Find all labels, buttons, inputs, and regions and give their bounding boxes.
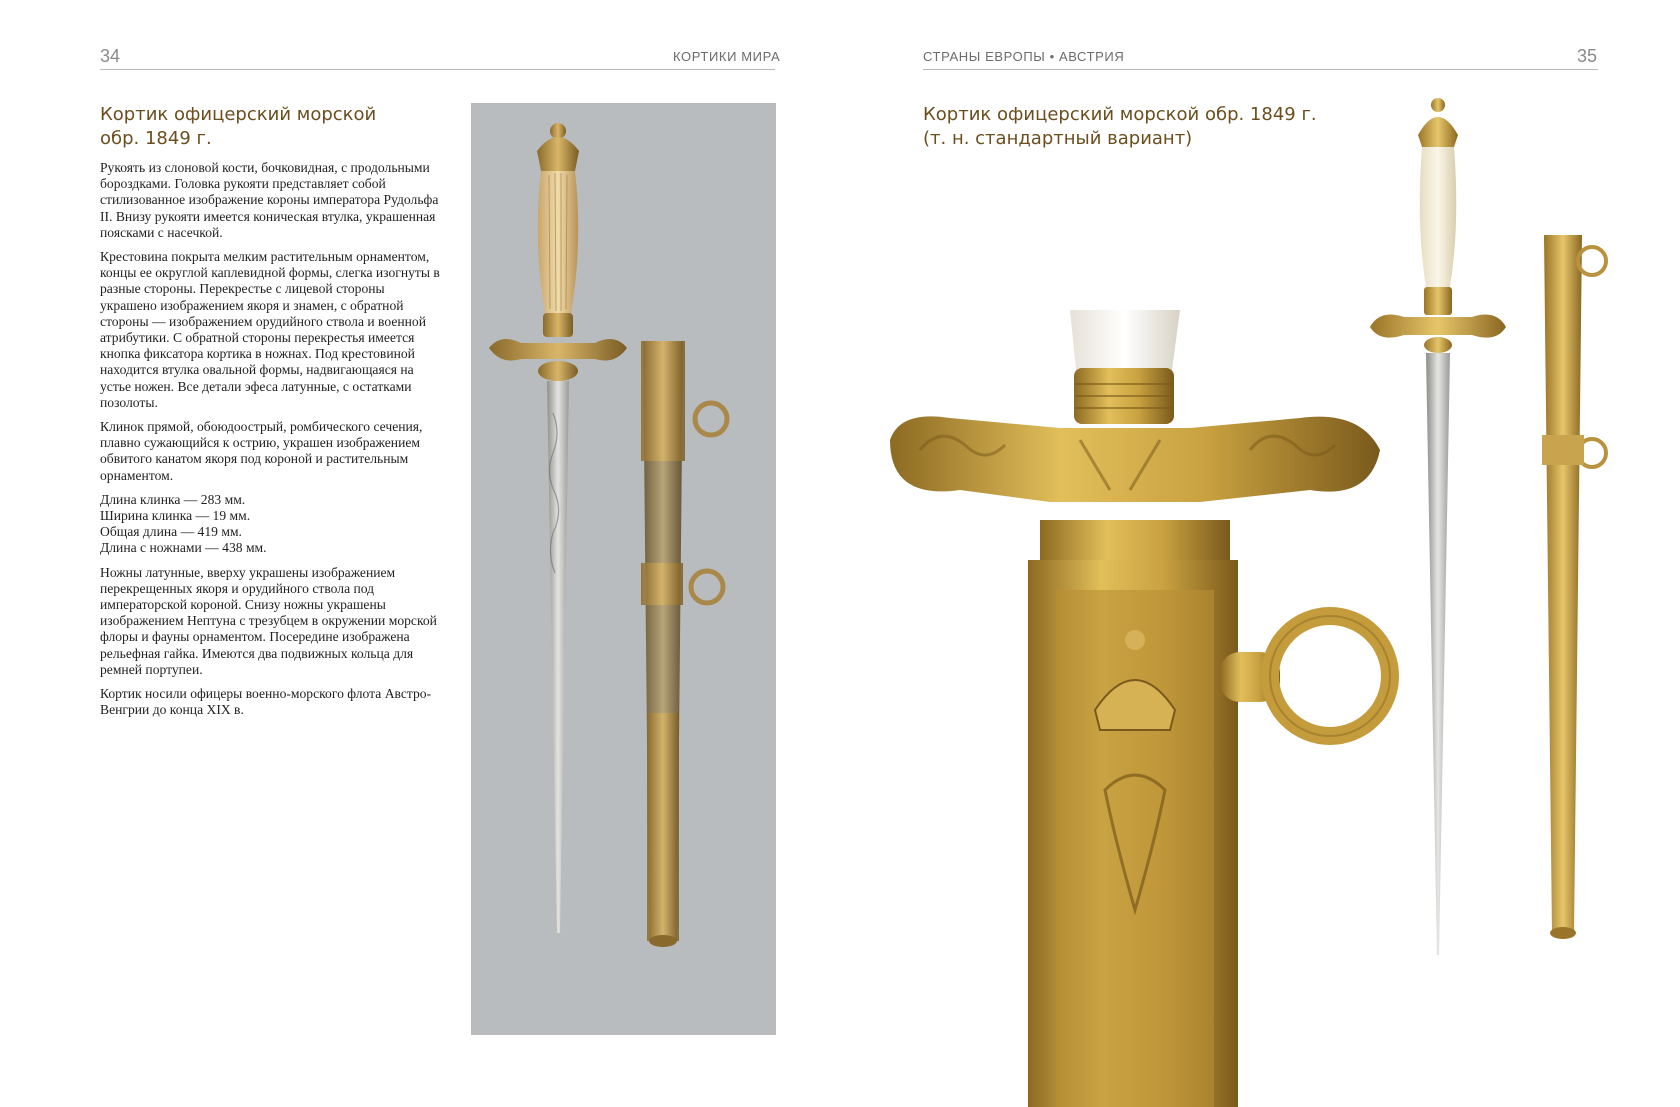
- dirk: [489, 123, 627, 933]
- left-page-number: 34: [100, 46, 121, 66]
- left-article-title: [100, 103, 376, 151]
- title-line: обр. 1849 г.: [100, 128, 212, 149]
- paragraph: Ножны латунные, вверху украшены изображением перекрещенных якоря и орудийного ствола под императорской короной. Снизу ножны украшены изображением Нептуна с трезубцем в окружении морской флоры и фауны орнаментом. Посередине изображена рельефная гайка. Имеются два подвижных кольца для ремней портупеи.: [100, 564, 437, 677]
- standard-scabbard: [1542, 235, 1606, 939]
- scabbard: [641, 341, 727, 947]
- hilt-closeup-photo: [890, 310, 1400, 1107]
- crossguard-and-scabbard-closeup: [890, 310, 1400, 1107]
- dirk-and-scabbard-standard-variant: [1370, 95, 1630, 1035]
- spec-item: Ширина клинка — 19 мм.: [100, 508, 251, 524]
- right-page-number: 35: [1577, 46, 1598, 66]
- title-line: (т. н. стандартный вариант): [923, 128, 1193, 149]
- right-header-rule: [923, 69, 1598, 70]
- left-running-head: КОРТИКИ МИРА: [673, 49, 781, 64]
- paragraph: Кортик носили офицеры военно-морского флота Австро-Венгрии до конца XIX в.: [100, 686, 432, 718]
- paragraph: Рукоять из слоновой кости, бочковидная, с продольными бороздками. Головка рукояти представляет собой стилизованное изображение короны императора Рудольфа II. Внизу рукояти имеется коническая втулка, украшенная поясками с насечкой.: [100, 160, 439, 240]
- paragraph: Клинок прямой, обоюдоострый, ромбического сечения, плавно сужающийся к острию, украшен изображением обвитого канатом якоря под короной и растительным орнаментом.: [100, 419, 423, 483]
- right-running-head: СТРАНЫ ЕВРОПЫ • АВСТРИЯ: [923, 49, 1125, 64]
- spec-item: Общая длина — 419 мм.: [100, 524, 242, 540]
- spec-item: Длина с ножнами — 438 мм.: [100, 540, 267, 556]
- full-dirk-photo: [1370, 95, 1630, 1035]
- right-article-title: [923, 103, 1317, 151]
- left-header-rule: [100, 69, 775, 70]
- specifications-list: [100, 492, 442, 557]
- title-line: Кортик офицерский морской: [100, 104, 377, 125]
- title-line: Кортик офицерский морской обр. 1849 г.: [923, 104, 1317, 125]
- dirk-with-scabbard-illustration: [471, 103, 776, 1035]
- standard-dirk: [1370, 98, 1506, 955]
- spec-item: Длина клинка — 283 мм.: [100, 491, 246, 507]
- dirk-photo-grey-background: [471, 103, 776, 1035]
- paragraph: Крестовина покрыта мелким растительным орнаментом, концы ее округлой каплевидной формы, слегка изогнуты в разные стороны. Перекрестье с лицевой стороны украшено изображением якоря и знамен, с обратной стороны — изображением орудийного ствола и военной атрибутики. С обратной стороны перекрестья имеется кнопка фиксатора кортика в ножнах. Под крестовиной находится втулка овальной формы, надвигающаяся на устье ножен. Все детали эфеса латунные, с остатками позолоты.: [100, 249, 440, 410]
- article-body: [100, 160, 442, 727]
